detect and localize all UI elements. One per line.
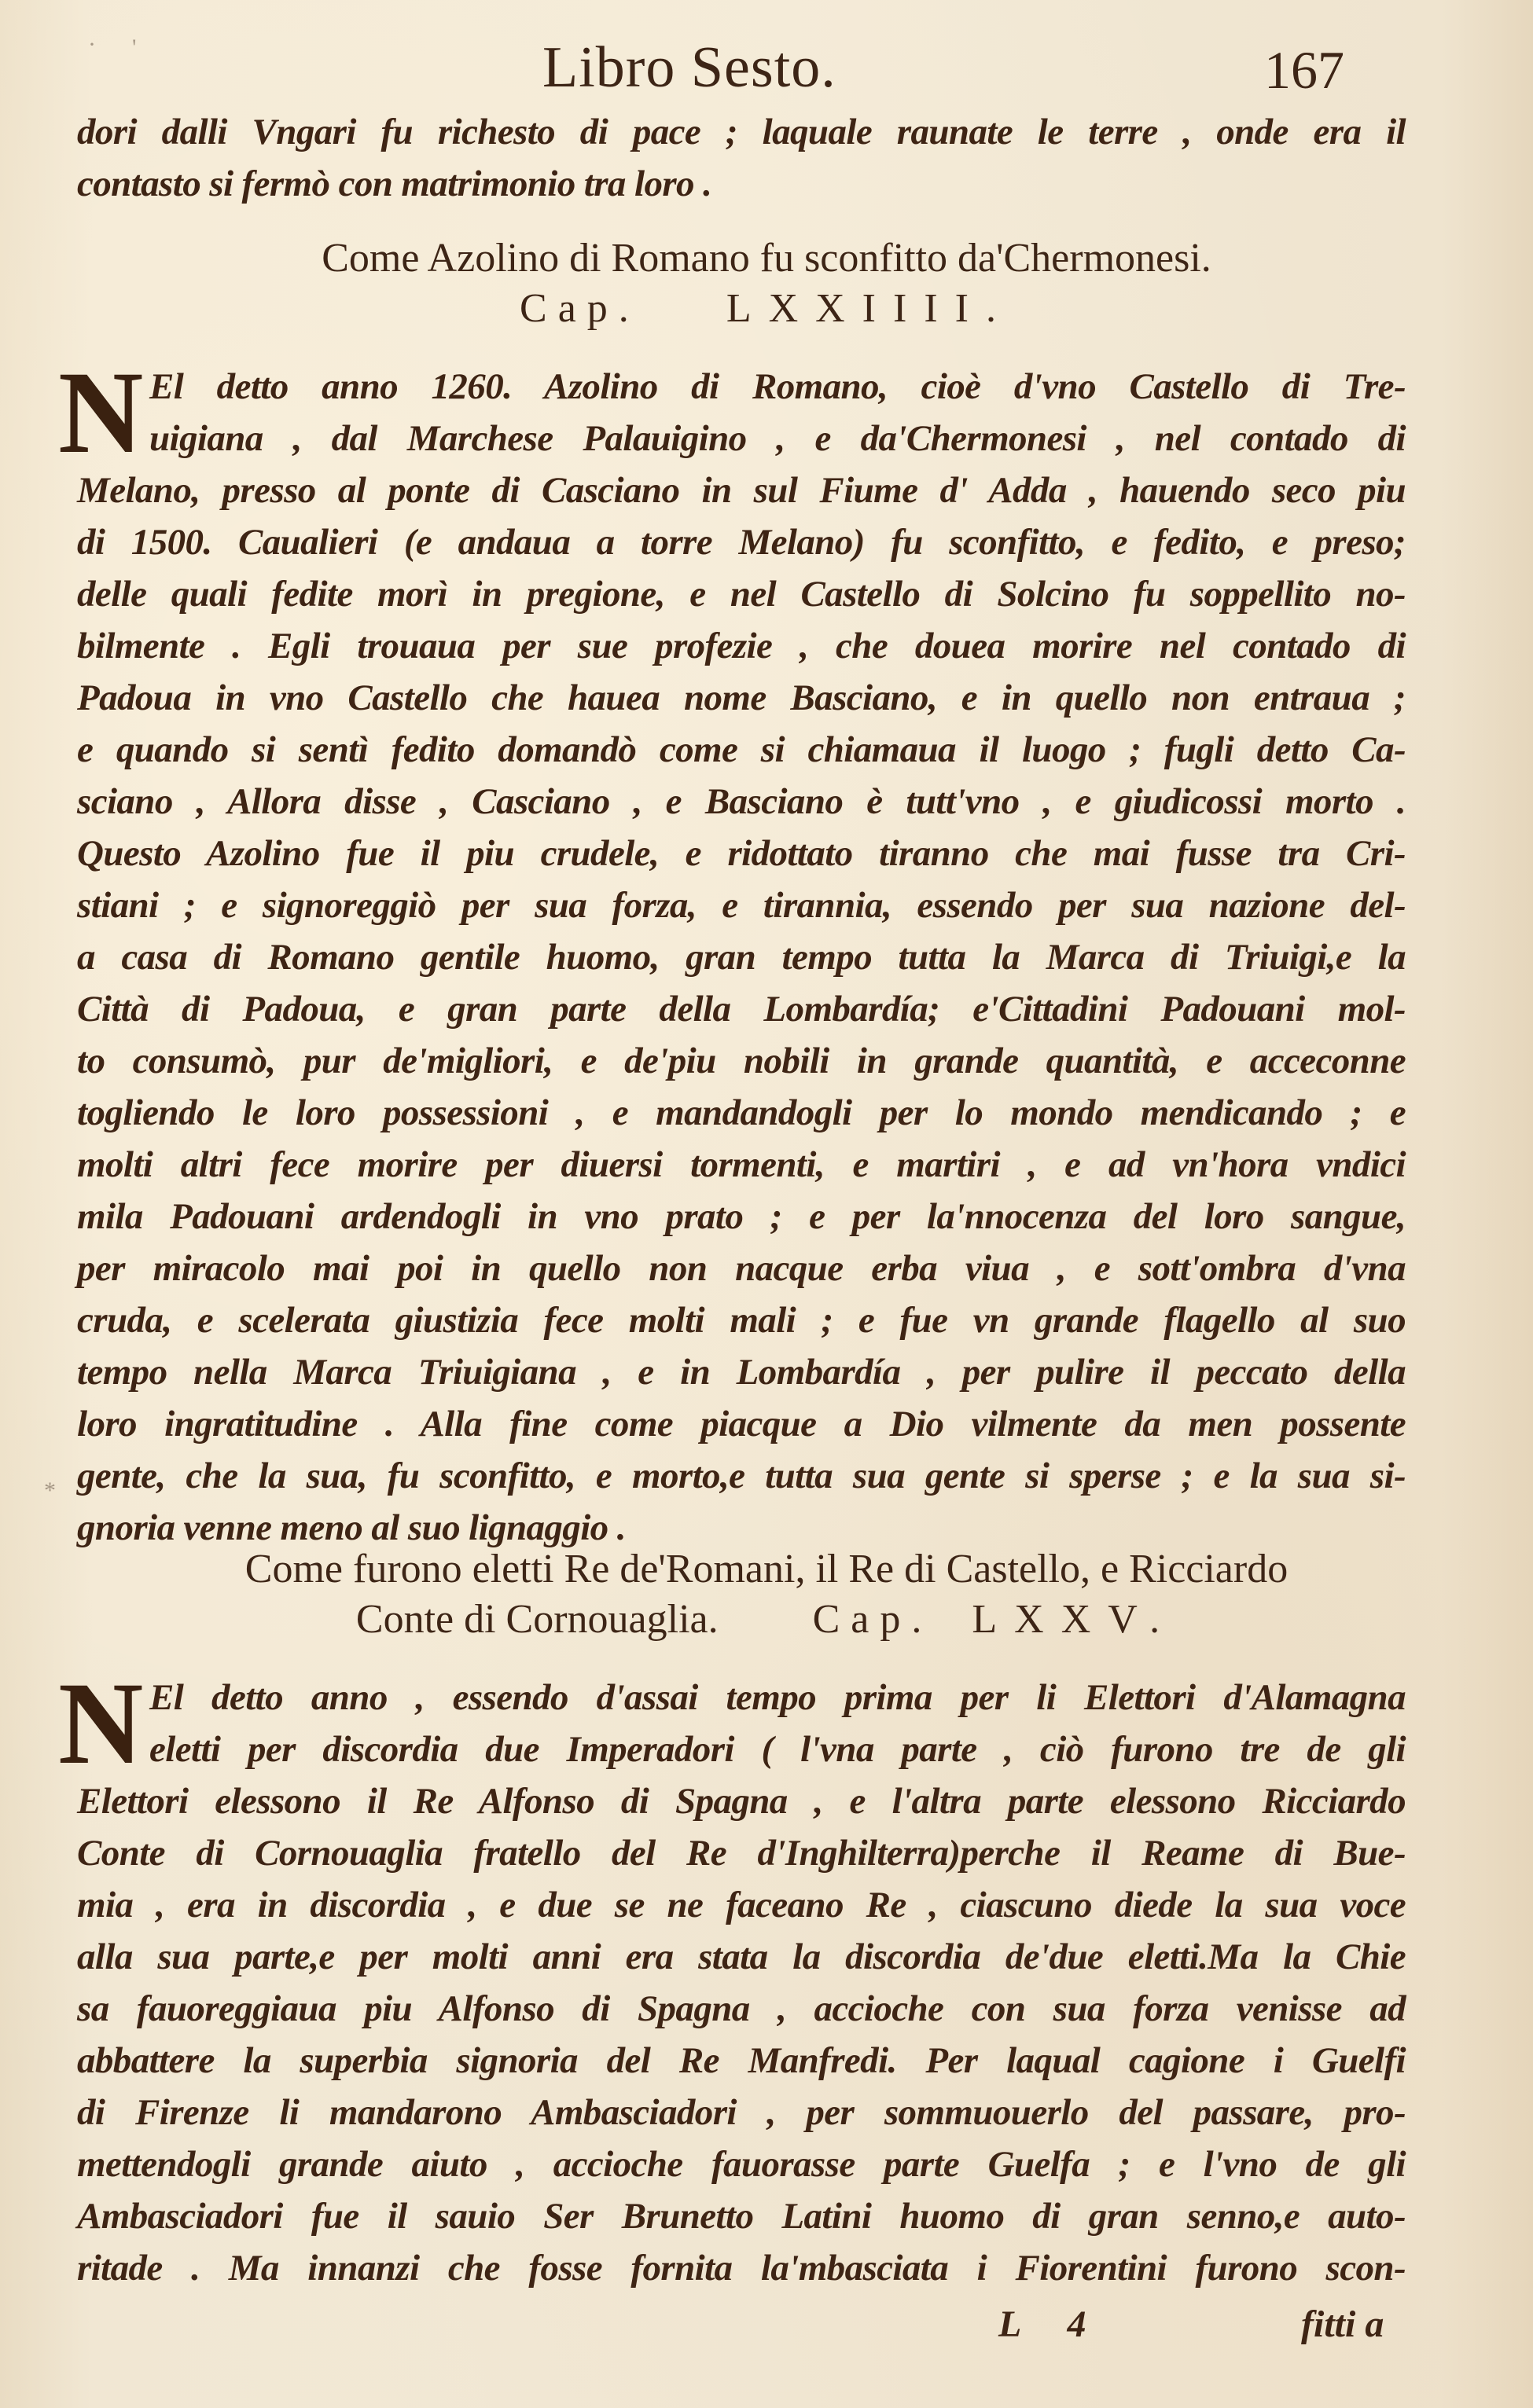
text-line: abbattere la superbia signoria del Re Manfredi. Per laqual cagione i Guelfi: [77, 2040, 1406, 2081]
text-line: mila Padouani ardendogli in vno prato ; e per la'nnocenza del loro sangue,: [77, 1196, 1406, 1237]
stray-mark: ·: [88, 31, 96, 57]
text-line: El detto anno , essendo d'assai tempo prima per li Elettori d'Alamagna: [149, 1677, 1406, 1718]
text-line: loro ingratitudine . Alla fine come piacque a Dio vilmente da men possente: [77, 1404, 1406, 1444]
text-line: togliendo le loro possessioni , e mandandogli per lo mondo mendicando ; e: [77, 1092, 1406, 1133]
chapter-74-title: Come Azolino di Romano fu sconfitto da'Chermonesi.: [322, 236, 1211, 281]
text-line: Questo Azolino fue il piu crudele, e ridottato tiranno che mai fusse tra Cri-: [77, 833, 1406, 874]
page-number: 167: [1264, 40, 1344, 100]
text-line: molti altri fece morire per diuersi tormenti, e martiri , e ad vn'hora vndici: [77, 1144, 1406, 1185]
text-line: bilmente . Egli trouaua per sue profezie , che douea morire nel contado di: [77, 626, 1406, 666]
cap-number: LXXIIII.: [726, 286, 1013, 331]
drop-cap: N: [58, 1658, 144, 1789]
text-line: Melano, presso al ponte di Casciano in sul Fiume d' Adda , hauendo seco piu: [77, 470, 1406, 511]
text-line: di 1500. Caualieri (e andaua a torre Melano) fu sconfitto, e fedito, e preso;: [77, 522, 1406, 563]
stray-mark: ': [132, 35, 137, 61]
cap-number: LXXV.: [972, 1597, 1178, 1642]
text-line: mia , era in discordia , e due se ne faceano Re , ciascuno diede la sua voce: [77, 1885, 1406, 1925]
cap-label: Cap.: [812, 1597, 933, 1642]
text-line: contasto si fermò con matrimonio tra loro .: [77, 163, 712, 204]
text-line: sciano , Allora disse , Casciano , e Basciano è tutt'vno , e giudicossi morto .: [77, 781, 1406, 822]
stray-mark: *: [44, 1477, 56, 1503]
text-line: gnoria venne meno al suo lignaggio .: [77, 1507, 626, 1548]
text-line: eletti per discordia due Imperadori ( l'vna parte , ciò furono tre de gli: [149, 1729, 1406, 1770]
cap-label: Cap.: [520, 286, 640, 331]
text-line: ritade . Ma innanzi che fosse fornita la'mbasciata i Fiorentini furono scon-: [77, 2248, 1406, 2289]
text-line: Città di Padoua, e gran parte della Lombardía; e'Cittadini Padouani mol-: [77, 989, 1406, 1030]
text-line: cruda, e scelerata giustizia fece molti mali ; e fue vn grande flagello al suo: [77, 1300, 1406, 1341]
text-line: e quando si sentì fedito domandò come si chiamaua il luogo ; fugli detto Ca-: [77, 729, 1406, 770]
signature-mark: L 4: [998, 2303, 1105, 2345]
chapter-75-title-line-2: [0, 1595, 1533, 1644]
text-line: El detto anno 1260. Azolino di Romano, cioè d'vno Castello di Tre-: [149, 366, 1406, 407]
chapter-75-title-text: Conte di Cornouaglia.: [355, 1597, 719, 1642]
text-line: per miracolo mai poi in quello non nacque erba viua , e sott'ombra d'vna: [77, 1248, 1406, 1289]
text-line: gente, che la sua, fu sconfitto, e morto,e tutta sua gente si sperse ; e la sua si-: [77, 1455, 1406, 1496]
chapter-74-number: [0, 284, 1533, 333]
text-line: alla sua parte,e per molti anni era stata la discordia de'due eletti.Ma la Chie: [77, 1936, 1406, 1977]
text-line: dori dalli Vngari fu richesto di pace ; laquale raunate le terre , onde era il: [77, 112, 1406, 152]
text-line: Conte di Cornouaglia fratello del Re d'Inghilterra)perche il Reame di Bue-: [77, 1833, 1406, 1874]
catchword: fitti a: [1301, 2303, 1384, 2345]
running-head: [0, 28, 1533, 107]
text-line: a casa di Romano gentile huomo, gran tempo tutta la Marca di Triuigi,e la: [77, 937, 1406, 978]
text-line: Ambasciadori fue il sauio Ser Brunetto Latini huomo di gran senno,e auto-: [77, 2196, 1406, 2237]
text-line: to consumò, pur de'migliori, e de'piu nobili in grande quantità, e acceconne: [77, 1041, 1406, 1081]
text-line: di Firenze li mandarono Ambasciadori , per sommuouerlo del passare, pro-: [77, 2092, 1406, 2133]
running-title: Libro Sesto.: [542, 35, 836, 100]
text-line: mettendogli grande aiuto , accioche fauorasse parte Guelfa ; e l'vno de gli: [77, 2144, 1406, 2185]
text-line: Padoua in vno Castello che hauea nome Basciano, e in quello non entraua ;: [77, 677, 1406, 718]
text-line: Elettori elessono il Re Alfonso di Spagna , e l'altra parte elessono Ricciardo: [77, 1781, 1406, 1822]
chapter-75-title-line-1: Come furono eletti Re de'Romani, il Re di Castello, e Ricciardo: [244, 1547, 1289, 1591]
text-line: sa fauoreggiaua piu Alfonso di Spagna , accioche con sua forza venisse ad: [77, 1988, 1406, 2029]
text-line: tempo nella Marca Triuigiana , e in Lombardía , per pulire il peccato della: [77, 1352, 1406, 1393]
drop-cap: N: [58, 347, 144, 478]
text-line: uigiana , dal Marchese Palauigino , e da'Chermonesi , nel contado di: [149, 418, 1406, 459]
text-line: delle quali fedite morì in pregione, e nel Castello di Solcino fu soppellito no-: [77, 574, 1406, 615]
text-line: stiani ; e signoreggiò per sua forza, e tirannia, essendo per sua nazione del-: [77, 885, 1406, 926]
